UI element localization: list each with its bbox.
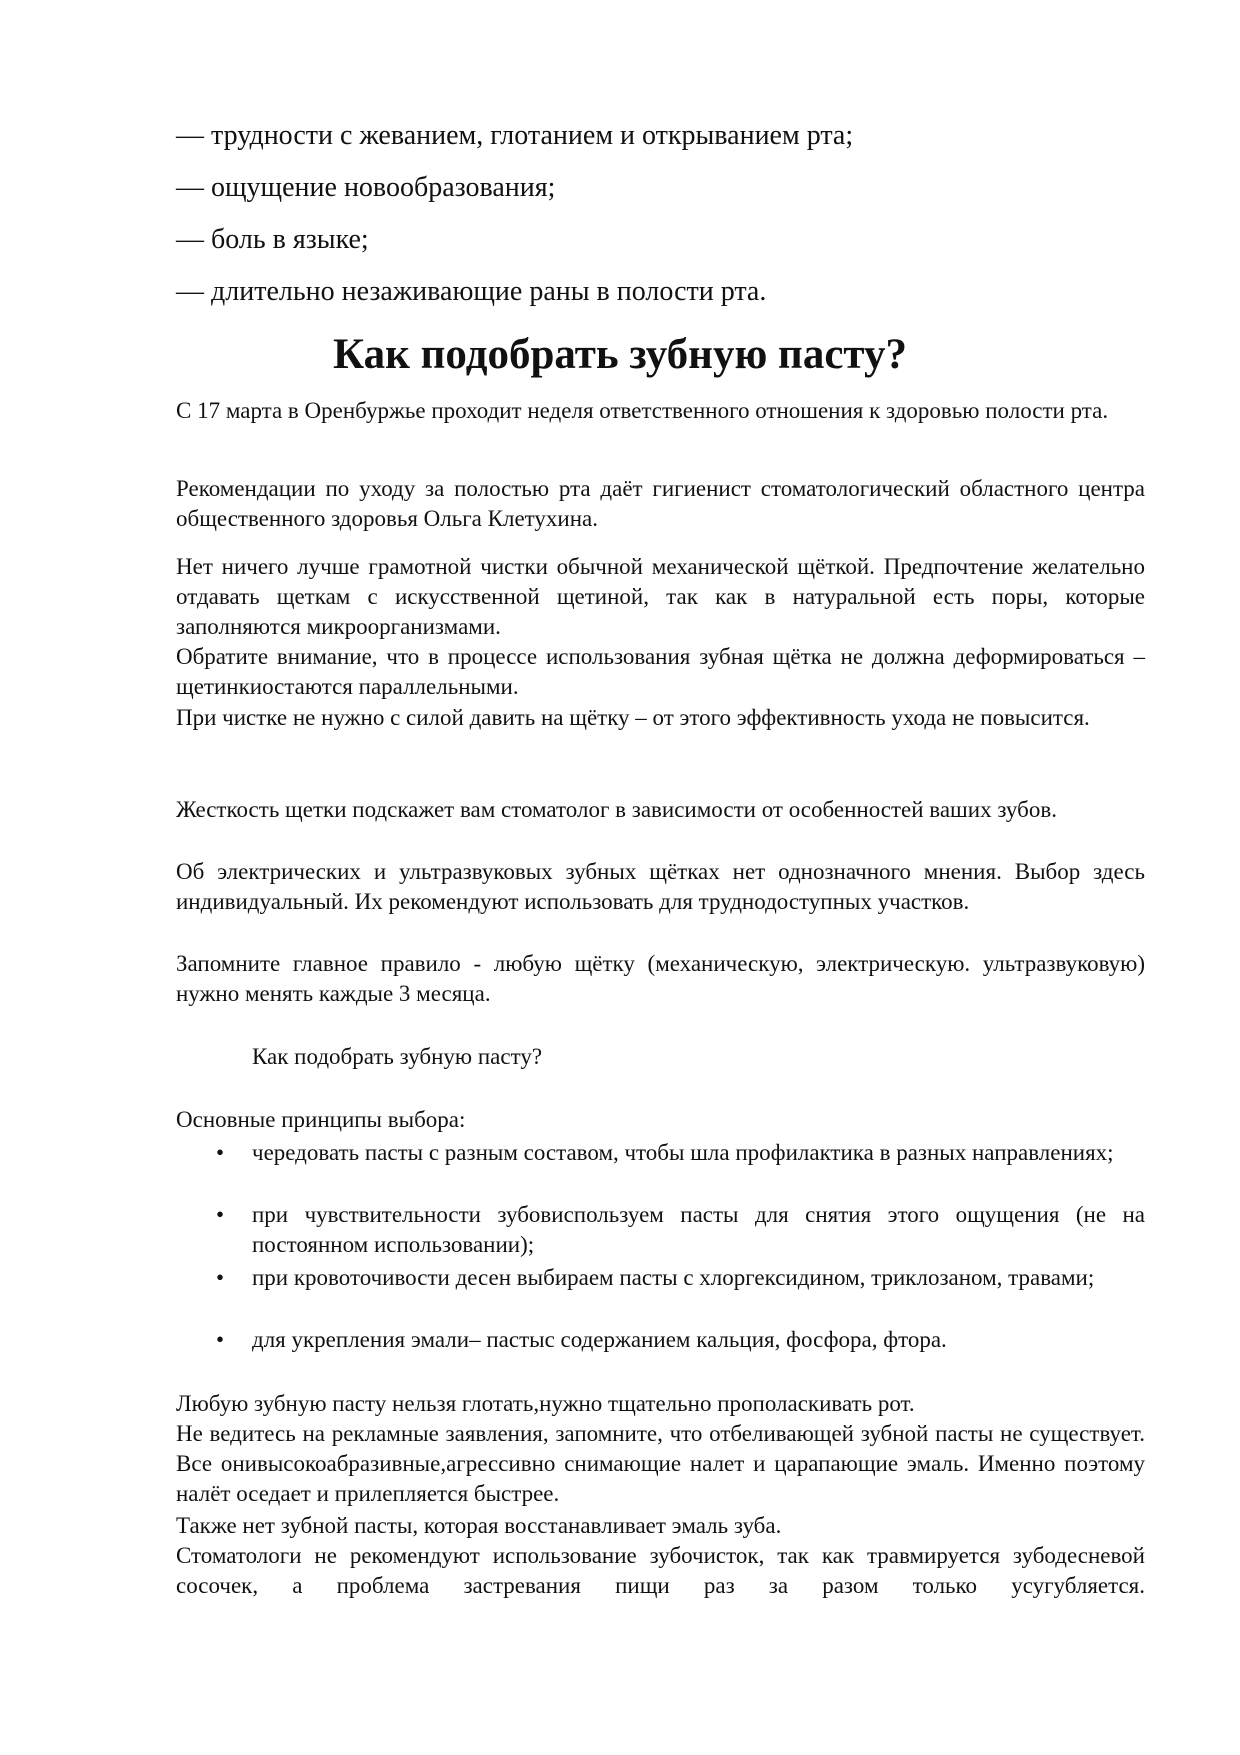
list-item xyxy=(216,1325,1145,1355)
symptom-line: — ощущение новообразования; xyxy=(176,172,556,203)
subheading: Как подобрать зубную пасту? xyxy=(252,1044,543,1069)
paragraph: Любую зубную пасту нельзя глотать,нужно тщательно прополаскивать рот. xyxy=(176,1391,915,1416)
list-item-text: для укрепления эмали– пастыс содержанием кальция, фосфора, фтора. xyxy=(252,1327,947,1352)
paragraph: Стоматологи не рекомендуют использование зубочисток, так как травмируется зубодесневой сосочек, а проблема застревания пищи раз за разом только усугубляется. xyxy=(176,1543,1145,1598)
list-item xyxy=(216,1200,1145,1260)
principles-label: Основные принципы выбора: xyxy=(176,1107,466,1132)
paragraph: При чистке не нужно с силой давить на щётку – от этого эффективность ухода не повысится. xyxy=(176,705,1090,730)
paragraph: Запомните главное правило - любую щётку (механическую, электрическую. ультразвуковую) нужно менять каждые 3 месяца. xyxy=(176,951,1145,1006)
paragraph: Обратите внимание, что в процессе использования зубная щётка не должна деформироваться – щетинкиостаются параллельными. xyxy=(176,644,1145,699)
paragraph: Нет ничего лучше грамотной чистки обычной механической щёткой. Предпочтение желательно отдавать щеткам с искусственной щетиной, так как в натуральной есть поры, которые заполняются микроорганизмами. xyxy=(176,554,1145,639)
bullet-icon: • xyxy=(216,1202,225,1227)
paragraph: Не ведитесь на рекламные заявления, запомните, что отбеливающей зубной пасты не существует. Все онивысокоабразивные,агрессивно снимающие налет и царапающие эмаль. Именно поэтому налёт оседает и прилепляется быстрее. xyxy=(176,1421,1145,1506)
list-item xyxy=(216,1138,1145,1168)
list-item-text: при кровоточивости десен выбираем пасты с хлоргексидином, триклозаном, травами; xyxy=(252,1265,1095,1290)
bullet-icon: • xyxy=(216,1140,225,1165)
symptom-line: — боль в языке; xyxy=(176,224,369,255)
bullet-icon: • xyxy=(216,1265,225,1290)
symptom-line: — длительно незаживающие раны в полости рта. xyxy=(176,276,767,307)
paragraph: Об электрических и ультразвуковых зубных щётках нет однозначного мнения. Выбор здесь индивидуальный. Их рекомендуют использовать для труднодоступных участков. xyxy=(176,859,1145,914)
paragraph: Жесткость щетки подскажет вам стоматолог в зависимости от особенностей ваших зубов. xyxy=(176,797,1057,822)
list-item-text: при чувствительности зубовиспользуем пасты для снятия этого ощущения (не на постоянном использовании); xyxy=(252,1202,1145,1257)
paragraph: Рекомендации по уходу за полостью рта даёт гигиенист стоматологический областного центра общественного здоровья Ольга Клетухина. xyxy=(176,476,1145,531)
page-title: Как подобрать зубную пасту? xyxy=(333,331,907,378)
list-item-text: чередовать пасты с разным составом, чтобы шла профилактика в разных направлениях; xyxy=(252,1140,1114,1165)
symptom-line: — трудности с жеванием, глотанием и открыванием рта; xyxy=(176,120,854,151)
paragraph: Также нет зубной пасты, которая восстанавливает эмаль зуба. xyxy=(176,1513,782,1538)
list-item xyxy=(216,1263,1145,1293)
paragraph: С 17 марта в Оренбуржье проходит неделя ответственного отношения к здоровью полости рта. xyxy=(176,398,1109,423)
bullet-icon: • xyxy=(216,1327,225,1352)
